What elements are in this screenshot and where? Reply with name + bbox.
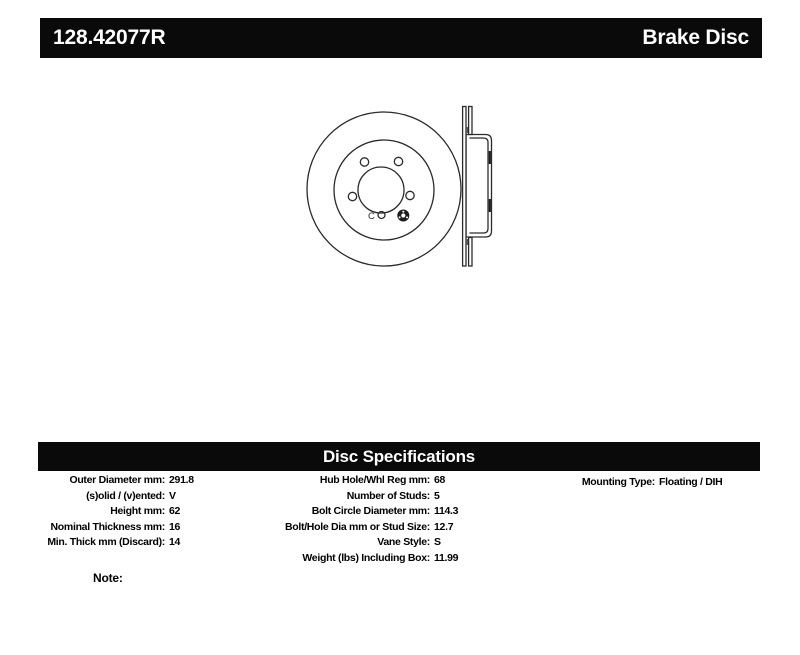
brake-disc-drawing	[300, 100, 496, 272]
spec-section-title: Disc Specifications	[322, 447, 476, 466]
spec-value: 12.7	[434, 520, 454, 533]
spec-row	[260, 551, 458, 567]
outer-diameter-circle	[307, 112, 461, 266]
side-view-cross-section	[463, 107, 492, 267]
stud-hole	[394, 157, 402, 165]
spec-value: 5	[434, 489, 440, 502]
spec-column-dimensions	[40, 473, 194, 551]
spec-row	[40, 473, 194, 489]
spec-row	[260, 520, 458, 536]
spec-row	[520, 475, 722, 491]
spec-value: 68	[434, 474, 446, 486]
spec-label: Bolt/Hole Dia mm or Stud Size:	[284, 520, 430, 533]
spec-row	[260, 535, 458, 551]
spec-row	[260, 489, 458, 505]
spec-label: Outer Diameter mm:	[69, 474, 165, 486]
stud-hole	[360, 158, 368, 166]
rotor-inboard-plate	[463, 107, 466, 267]
spec-value: V	[169, 489, 176, 502]
spec-label: Mounting Type:	[581, 476, 655, 488]
spec-label: Nominal Thickness mm:	[50, 520, 165, 533]
spec-value: 11.99	[434, 551, 459, 564]
spec-label: Bolt Circle Diameter mm:	[311, 505, 430, 517]
spec-value: 114.3	[434, 505, 459, 517]
stud-hole	[348, 192, 356, 200]
rotor-outboard-plate-bottom	[469, 238, 472, 267]
spec-row	[40, 489, 194, 505]
spec-label: Min. Thick mm (Discard):	[47, 536, 165, 548]
hub-hole-circle	[358, 167, 404, 213]
part-number: 128.42077R	[53, 26, 166, 49]
spec-label: (s)olid / (v)ented:	[86, 489, 165, 502]
spec-row	[40, 520, 194, 536]
spec-value: Floating / DIH	[659, 476, 723, 488]
spec-value: 291.8	[169, 474, 194, 486]
spec-value: 14	[169, 536, 181, 548]
spec-label: Weight (lbs) Including Box:	[302, 551, 430, 564]
page-title: Brake Disc	[642, 26, 749, 49]
spec-row	[260, 504, 458, 520]
spec-column-hub-studs	[260, 473, 458, 566]
spec-label: Vane Style:	[377, 536, 430, 548]
center-mark-label: C	[368, 211, 375, 222]
note-label: Note:	[93, 571, 123, 585]
spec-label: Number of Studs:	[346, 489, 430, 502]
header-bar	[40, 18, 762, 58]
rotor-outboard-plate-top	[469, 107, 472, 135]
stud-hole	[406, 191, 414, 199]
splined-stud-hole	[397, 210, 409, 222]
spec-label: Height mm:	[110, 505, 165, 517]
friction-ring-inner-circle	[334, 140, 434, 240]
spec-row	[40, 535, 194, 551]
spec-row	[40, 504, 194, 520]
spec-value: 16	[169, 520, 181, 533]
front-view	[307, 112, 461, 266]
spec-label: Hub Hole/Whl Reg mm:	[319, 474, 430, 486]
spec-section-title-bar	[38, 442, 760, 471]
spec-value: S	[434, 536, 441, 548]
spec-column-mounting	[520, 475, 722, 491]
spec-row	[260, 473, 458, 489]
spec-value: 62	[169, 505, 181, 517]
